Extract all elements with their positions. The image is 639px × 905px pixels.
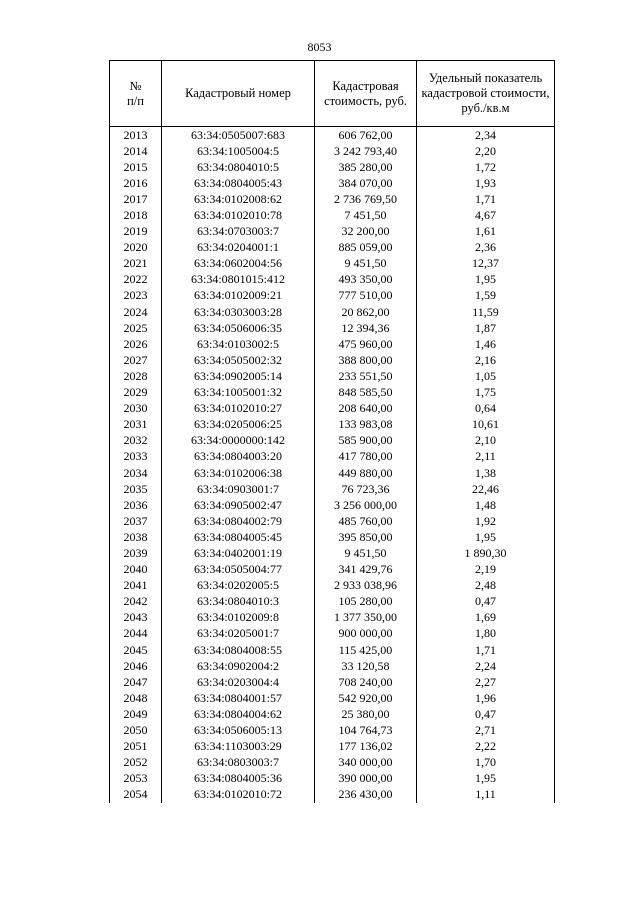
cell-cadastral-value: 105 280,00 (315, 594, 417, 610)
table-row (110, 610, 555, 626)
cell-specific-index: 2,22 (417, 739, 555, 755)
cell-specific-index: 2,11 (417, 449, 555, 465)
cell-cadastral-value: 384 070,00 (315, 175, 417, 191)
cell-cadastral-number: 63:34:0902004:2 (162, 658, 315, 674)
cell-row-number: 2014 (110, 143, 162, 159)
cell-specific-index: 12,37 (417, 256, 555, 272)
cell-row-number: 2035 (110, 481, 162, 497)
cell-cadastral-number: 63:34:0205006:25 (162, 417, 315, 433)
table-row (110, 578, 555, 594)
cell-cadastral-value: 33 120,58 (315, 658, 417, 674)
cell-cadastral-number: 63:34:0905002:47 (162, 497, 315, 513)
cell-specific-index: 1,11 (417, 787, 555, 803)
cell-row-number: 2042 (110, 594, 162, 610)
cell-cadastral-value: 340 000,00 (315, 755, 417, 771)
table-row (110, 191, 555, 207)
cell-specific-index: 1,95 (417, 272, 555, 288)
cell-cadastral-number: 63:34:0703003:7 (162, 224, 315, 240)
cell-row-number: 2038 (110, 529, 162, 545)
cell-row-number: 2031 (110, 417, 162, 433)
cell-row-number: 2041 (110, 578, 162, 594)
table-row (110, 497, 555, 513)
cell-cadastral-value: 848 585,50 (315, 385, 417, 401)
cell-row-number: 2040 (110, 562, 162, 578)
cell-specific-index: 2,36 (417, 240, 555, 256)
table-row (110, 401, 555, 417)
cell-cadastral-value: 9 451,50 (315, 256, 417, 272)
cell-cadastral-value: 177 136,02 (315, 739, 417, 755)
table-header-row (110, 61, 555, 127)
cell-specific-index: 1,71 (417, 191, 555, 207)
cell-row-number: 2047 (110, 674, 162, 690)
table-body (110, 127, 555, 803)
cell-cadastral-value: 900 000,00 (315, 626, 417, 642)
cell-specific-index: 22,46 (417, 481, 555, 497)
header-cadastral-number-label: Кадастровый номер (185, 86, 291, 100)
cell-cadastral-value: 20 862,00 (315, 304, 417, 320)
cell-specific-index: 2,19 (417, 562, 555, 578)
cell-row-number: 2048 (110, 690, 162, 706)
cell-cadastral-number: 63:34:0103002:5 (162, 336, 315, 352)
table-row (110, 304, 555, 320)
table-row (110, 320, 555, 336)
cell-row-number: 2028 (110, 368, 162, 384)
cell-cadastral-value: 25 380,00 (315, 706, 417, 722)
cell-cadastral-number: 63:34:0505002:32 (162, 352, 315, 368)
table-row (110, 256, 555, 272)
cell-specific-index: 1,80 (417, 626, 555, 642)
cell-row-number: 2033 (110, 449, 162, 465)
cell-specific-index: 2,16 (417, 352, 555, 368)
cell-cadastral-number: 63:34:0804005:36 (162, 771, 315, 787)
cell-row-number: 2024 (110, 304, 162, 320)
cell-cadastral-value: 115 425,00 (315, 642, 417, 658)
table-row (110, 562, 555, 578)
cell-cadastral-number: 63:34:1103003:29 (162, 739, 315, 755)
table-row (110, 385, 555, 401)
table-row (110, 513, 555, 529)
table-row (110, 465, 555, 481)
cell-specific-index: 1 890,30 (417, 545, 555, 561)
cell-cadastral-value: 76 723,36 (315, 481, 417, 497)
cell-row-number: 2018 (110, 207, 162, 223)
table-row (110, 336, 555, 352)
header-specific-index-label: Удельный показатель кадастровой стоимости, руб./кв.м (421, 71, 550, 115)
cell-cadastral-number: 63:34:0203004:4 (162, 674, 315, 690)
cell-cadastral-number: 63:34:0102009:8 (162, 610, 315, 626)
cell-row-number: 2025 (110, 320, 162, 336)
table-row (110, 722, 555, 738)
cell-specific-index: 0,64 (417, 401, 555, 417)
cell-cadastral-value: 449 880,00 (315, 465, 417, 481)
cell-cadastral-number: 63:34:0506005:13 (162, 722, 315, 738)
cell-cadastral-number: 63:34:0102009:21 (162, 288, 315, 304)
cell-specific-index: 1,69 (417, 610, 555, 626)
cell-cadastral-number: 63:34:0902005:14 (162, 368, 315, 384)
cell-cadastral-value: 233 551,50 (315, 368, 417, 384)
cell-cadastral-value: 585 900,00 (315, 433, 417, 449)
header-cadastral-value-label: Кадастровая стоимость, руб. (324, 78, 407, 108)
cell-cadastral-number: 63:34:0602004:56 (162, 256, 315, 272)
cell-specific-index: 2,10 (417, 433, 555, 449)
table-row (110, 368, 555, 384)
cell-cadastral-value: 395 850,00 (315, 529, 417, 545)
table-row (110, 449, 555, 465)
cell-row-number: 2016 (110, 175, 162, 191)
cell-row-number: 2032 (110, 433, 162, 449)
cell-specific-index: 0,47 (417, 594, 555, 610)
cell-specific-index: 0,47 (417, 706, 555, 722)
cell-cadastral-number: 63:34:0804010:5 (162, 159, 315, 175)
table-row (110, 175, 555, 191)
cell-row-number: 2043 (110, 610, 162, 626)
cell-cadastral-value: 542 920,00 (315, 690, 417, 706)
cell-cadastral-number: 63:34:0202005:5 (162, 578, 315, 594)
cell-cadastral-value: 885 059,00 (315, 240, 417, 256)
cell-cadastral-value: 9 451,50 (315, 545, 417, 561)
table-row (110, 288, 555, 304)
cell-row-number: 2029 (110, 385, 162, 401)
header-cadastral-number (162, 61, 315, 127)
cell-row-number: 2034 (110, 465, 162, 481)
cell-specific-index: 2,24 (417, 658, 555, 674)
cell-cadastral-value: 385 280,00 (315, 159, 417, 175)
cell-cadastral-number: 63:34:0505007:683 (162, 127, 315, 144)
table-row (110, 658, 555, 674)
cell-specific-index: 11,59 (417, 304, 555, 320)
cell-specific-index: 1,46 (417, 336, 555, 352)
cell-specific-index: 1,48 (417, 497, 555, 513)
cell-cadastral-value: 708 240,00 (315, 674, 417, 690)
cell-specific-index: 1,59 (417, 288, 555, 304)
table-row (110, 755, 555, 771)
header-cadastral-value (315, 61, 417, 127)
table-row (110, 739, 555, 755)
cell-cadastral-number: 63:34:0803003:7 (162, 755, 315, 771)
cell-cadastral-number: 63:34:0804001:57 (162, 690, 315, 706)
cell-specific-index: 1,96 (417, 690, 555, 706)
cell-specific-index: 1,75 (417, 385, 555, 401)
table-row (110, 481, 555, 497)
table-row (110, 417, 555, 433)
cell-cadastral-value: 32 200,00 (315, 224, 417, 240)
cell-row-number: 2052 (110, 755, 162, 771)
cell-cadastral-number: 63:34:0102006:38 (162, 465, 315, 481)
cell-specific-index: 2,34 (417, 127, 555, 144)
cell-cadastral-number: 63:34:0804003:20 (162, 449, 315, 465)
cell-cadastral-number: 63:34:1005001:32 (162, 385, 315, 401)
table-row (110, 352, 555, 368)
cell-row-number: 2030 (110, 401, 162, 417)
cell-cadastral-value: 2 736 769,50 (315, 191, 417, 207)
table-row (110, 545, 555, 561)
cell-cadastral-number: 63:34:0804005:45 (162, 529, 315, 545)
cell-row-number: 2021 (110, 256, 162, 272)
table-row (110, 433, 555, 449)
cell-row-number: 2020 (110, 240, 162, 256)
cell-row-number: 2022 (110, 272, 162, 288)
cell-specific-index: 2,48 (417, 578, 555, 594)
header-specific-index (417, 61, 555, 127)
cell-cadastral-value: 341 429,76 (315, 562, 417, 578)
cell-cadastral-number: 63:34:0102008:62 (162, 191, 315, 207)
cell-cadastral-value: 208 640,00 (315, 401, 417, 417)
cell-row-number: 2054 (110, 787, 162, 803)
cell-row-number: 2017 (110, 191, 162, 207)
cell-cadastral-number: 63:34:0204001:1 (162, 240, 315, 256)
cell-row-number: 2026 (110, 336, 162, 352)
cell-specific-index: 1,95 (417, 771, 555, 787)
cell-cadastral-value: 3 242 793,40 (315, 143, 417, 159)
cell-row-number: 2023 (110, 288, 162, 304)
cell-specific-index: 2,71 (417, 722, 555, 738)
cell-cadastral-value: 388 800,00 (315, 352, 417, 368)
cell-cadastral-number: 63:34:0804002:79 (162, 513, 315, 529)
header-row-number (110, 61, 162, 127)
table-row (110, 207, 555, 223)
cell-cadastral-value: 133 983,08 (315, 417, 417, 433)
table-row (110, 272, 555, 288)
table-row (110, 706, 555, 722)
cell-cadastral-value: 2 933 038,96 (315, 578, 417, 594)
cell-cadastral-number: 63:34:0801015:412 (162, 272, 315, 288)
cell-cadastral-number: 63:34:0402001:19 (162, 545, 315, 561)
cell-cadastral-number: 63:34:0000000:142 (162, 433, 315, 449)
cell-cadastral-number: 63:34:0804010:3 (162, 594, 315, 610)
cell-row-number: 2027 (110, 352, 162, 368)
table-row (110, 674, 555, 690)
cell-cadastral-value: 475 960,00 (315, 336, 417, 352)
cell-cadastral-number: 63:34:0205001:7 (162, 626, 315, 642)
cell-specific-index: 1,71 (417, 642, 555, 658)
cell-cadastral-value: 493 350,00 (315, 272, 417, 288)
cell-specific-index: 1,72 (417, 159, 555, 175)
cell-specific-index: 1,93 (417, 175, 555, 191)
table-row (110, 224, 555, 240)
cell-cadastral-number: 63:34:0102010:72 (162, 787, 315, 803)
cell-row-number: 2050 (110, 722, 162, 738)
cell-row-number: 2051 (110, 739, 162, 755)
cell-row-number: 2037 (110, 513, 162, 529)
cell-cadastral-number: 63:34:0303003:28 (162, 304, 315, 320)
table-row (110, 159, 555, 175)
cell-specific-index: 10,61 (417, 417, 555, 433)
cell-cadastral-number: 63:34:1005004:5 (162, 143, 315, 159)
cell-cadastral-number: 63:34:0804004:62 (162, 706, 315, 722)
cell-cadastral-value: 12 394,36 (315, 320, 417, 336)
cell-cadastral-number: 63:34:0903001:7 (162, 481, 315, 497)
cell-cadastral-value: 390 000,00 (315, 771, 417, 787)
cell-cadastral-value: 104 764,73 (315, 722, 417, 738)
cell-cadastral-number: 63:34:0804005:43 (162, 175, 315, 191)
cell-cadastral-value: 485 760,00 (315, 513, 417, 529)
cell-specific-index: 1,92 (417, 513, 555, 529)
cell-cadastral-value: 606 762,00 (315, 127, 417, 144)
table-row (110, 787, 555, 803)
table-row (110, 626, 555, 642)
table-row (110, 127, 555, 144)
cell-row-number: 2053 (110, 771, 162, 787)
cell-cadastral-value: 7 451,50 (315, 207, 417, 223)
cell-cadastral-number: 63:34:0102010:78 (162, 207, 315, 223)
cell-cadastral-value: 417 780,00 (315, 449, 417, 465)
cell-row-number: 2019 (110, 224, 162, 240)
table-row (110, 690, 555, 706)
cell-specific-index: 1,87 (417, 320, 555, 336)
cell-row-number: 2039 (110, 545, 162, 561)
cell-row-number: 2036 (110, 497, 162, 513)
cell-specific-index: 1,61 (417, 224, 555, 240)
table-row (110, 594, 555, 610)
page-number: 8053 (307, 40, 332, 54)
cell-row-number: 2015 (110, 159, 162, 175)
cell-cadastral-number: 63:34:0804008:55 (162, 642, 315, 658)
cell-specific-index: 2,27 (417, 674, 555, 690)
cell-cadastral-value: 1 377 350,00 (315, 610, 417, 626)
cell-row-number: 2013 (110, 127, 162, 144)
cadastral-value-table (109, 60, 555, 803)
cell-specific-index: 4,67 (417, 207, 555, 223)
cell-cadastral-number: 63:34:0102010:27 (162, 401, 315, 417)
cell-specific-index: 1,38 (417, 465, 555, 481)
cell-cadastral-number: 63:34:0506006:35 (162, 320, 315, 336)
table-row (110, 771, 555, 787)
table-row (110, 240, 555, 256)
cell-cadastral-value: 236 430,00 (315, 787, 417, 803)
header-row-number-label: № п/п (127, 78, 144, 108)
cell-specific-index: 2,20 (417, 143, 555, 159)
cell-row-number: 2045 (110, 642, 162, 658)
cell-specific-index: 1,95 (417, 529, 555, 545)
cell-cadastral-value: 3 256 000,00 (315, 497, 417, 513)
cell-row-number: 2049 (110, 706, 162, 722)
cell-specific-index: 1,70 (417, 755, 555, 771)
cell-cadastral-value: 777 510,00 (315, 288, 417, 304)
cell-specific-index: 1,05 (417, 368, 555, 384)
table-row (110, 143, 555, 159)
table-row (110, 642, 555, 658)
table-row (110, 529, 555, 545)
cell-row-number: 2044 (110, 626, 162, 642)
cell-cadastral-number: 63:34:0505004:77 (162, 562, 315, 578)
cell-row-number: 2046 (110, 658, 162, 674)
